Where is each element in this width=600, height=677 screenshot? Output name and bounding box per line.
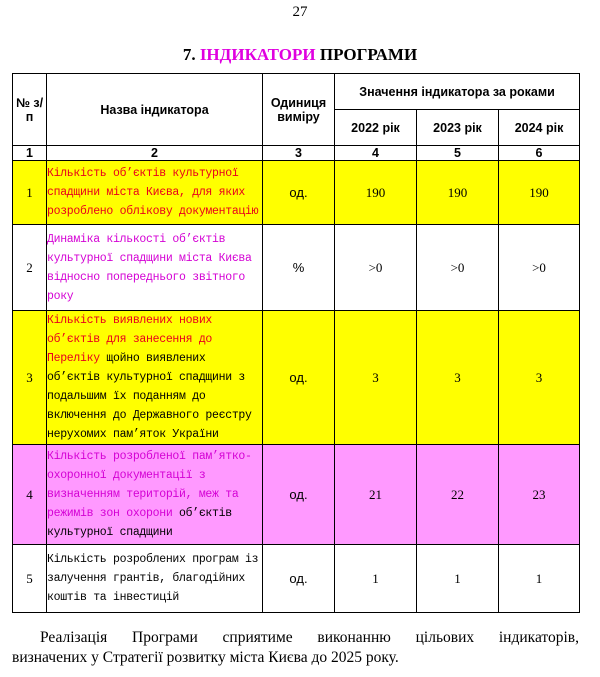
value-2022: 190 bbox=[335, 161, 417, 225]
indicator-name bbox=[47, 161, 263, 225]
value-2024: 23 bbox=[499, 445, 580, 545]
value-2023: 190 bbox=[417, 161, 499, 225]
value-2024: 190 bbox=[499, 161, 580, 225]
unit-cell: од. bbox=[263, 311, 335, 445]
unit-cell: од. bbox=[263, 445, 335, 545]
table-row bbox=[13, 161, 580, 225]
header-num: № з/п bbox=[13, 74, 47, 146]
indicator-name-black: Кількість розроблених програм із залучення грантів, благодійних коштів та інвестицій bbox=[47, 553, 259, 604]
row-number: 3 bbox=[13, 311, 47, 445]
column-index: 4 bbox=[335, 146, 417, 161]
table-row bbox=[13, 445, 580, 545]
indicator-name bbox=[47, 445, 263, 545]
indicator-name-black: об’єктів культурної спадщини bbox=[47, 507, 232, 539]
table-row bbox=[13, 545, 580, 613]
indicator-name bbox=[47, 311, 263, 445]
indicator-name bbox=[47, 225, 263, 311]
row-number: 2 bbox=[13, 225, 47, 311]
value-2022: >0 bbox=[335, 225, 417, 311]
indicator-name bbox=[47, 545, 263, 613]
value-2022: 1 bbox=[335, 545, 417, 613]
header-values-group: Значення індикатора за роками bbox=[335, 74, 580, 110]
value-2022: 21 bbox=[335, 445, 417, 545]
section-title bbox=[0, 45, 600, 65]
footer-line-2: визначених у Стратегії розвитку міста Києва до 2025 року. bbox=[12, 649, 399, 666]
unit-cell: % bbox=[263, 225, 335, 311]
value-2022: 3 bbox=[335, 311, 417, 445]
unit-cell: од. bbox=[263, 545, 335, 613]
column-index: 5 bbox=[417, 146, 499, 161]
indicator-name-red: Кількість виявлених нових об’єктів для занесення до Переліку bbox=[47, 314, 213, 365]
row-number: 5 bbox=[13, 545, 47, 613]
table-row bbox=[13, 311, 580, 445]
footer-paragraph bbox=[12, 628, 579, 668]
section-title-highlight: ІНДИКАТОРИ bbox=[199, 45, 316, 64]
column-index: 6 bbox=[499, 146, 580, 161]
column-index-row bbox=[13, 146, 580, 161]
column-index: 1 bbox=[13, 146, 47, 161]
header-year-2022: 2022 рік bbox=[335, 110, 417, 146]
row-number: 4 bbox=[13, 445, 47, 545]
value-2023: >0 bbox=[417, 225, 499, 311]
row-number: 1 bbox=[13, 161, 47, 225]
value-2023: 3 bbox=[417, 311, 499, 445]
indicators-table bbox=[12, 73, 580, 613]
page-number: 27 bbox=[292, 4, 308, 20]
table-row bbox=[13, 225, 580, 311]
indicator-name-magenta: Динаміка кількості об’єктів культурної спадщини міста Києва відносно попереднього звітного року bbox=[47, 232, 252, 303]
header-unit: Одиниця виміру bbox=[263, 74, 335, 146]
indicator-name-red: Кількість об’єктів культурної спадщини міста Києва, для яких розроблено облікову документацію bbox=[47, 167, 259, 218]
value-2024: >0 bbox=[499, 225, 580, 311]
header-year-2024: 2024 рік bbox=[499, 110, 580, 146]
indicator-name-magenta: Кількість розробленої пам’ятко-охоронної документації з визначенням територій, меж та режимів зон охорони bbox=[47, 450, 252, 520]
section-title-rest: ПРОГРАМИ bbox=[319, 45, 418, 64]
value-2023: 1 bbox=[417, 545, 499, 613]
header-year-2023: 2023 рік bbox=[417, 110, 499, 146]
indicator-name-black: щойно виявлених об’єктів культурної спадщини з подальшим їх поданням до включення до Державного реєстру нерухомих пам’яток України bbox=[47, 352, 252, 441]
column-index: 3 bbox=[263, 146, 335, 161]
value-2024: 3 bbox=[499, 311, 580, 445]
unit-cell: од. bbox=[263, 161, 335, 225]
value-2023: 22 bbox=[417, 445, 499, 545]
header-name: Назва індикатора bbox=[47, 74, 263, 146]
footer-line-1: Реалізація Програми сприятиме виконанню цільових індикаторів, bbox=[40, 629, 579, 646]
column-index: 2 bbox=[47, 146, 263, 161]
section-number: 7. bbox=[182, 45, 196, 64]
value-2024: 1 bbox=[499, 545, 580, 613]
